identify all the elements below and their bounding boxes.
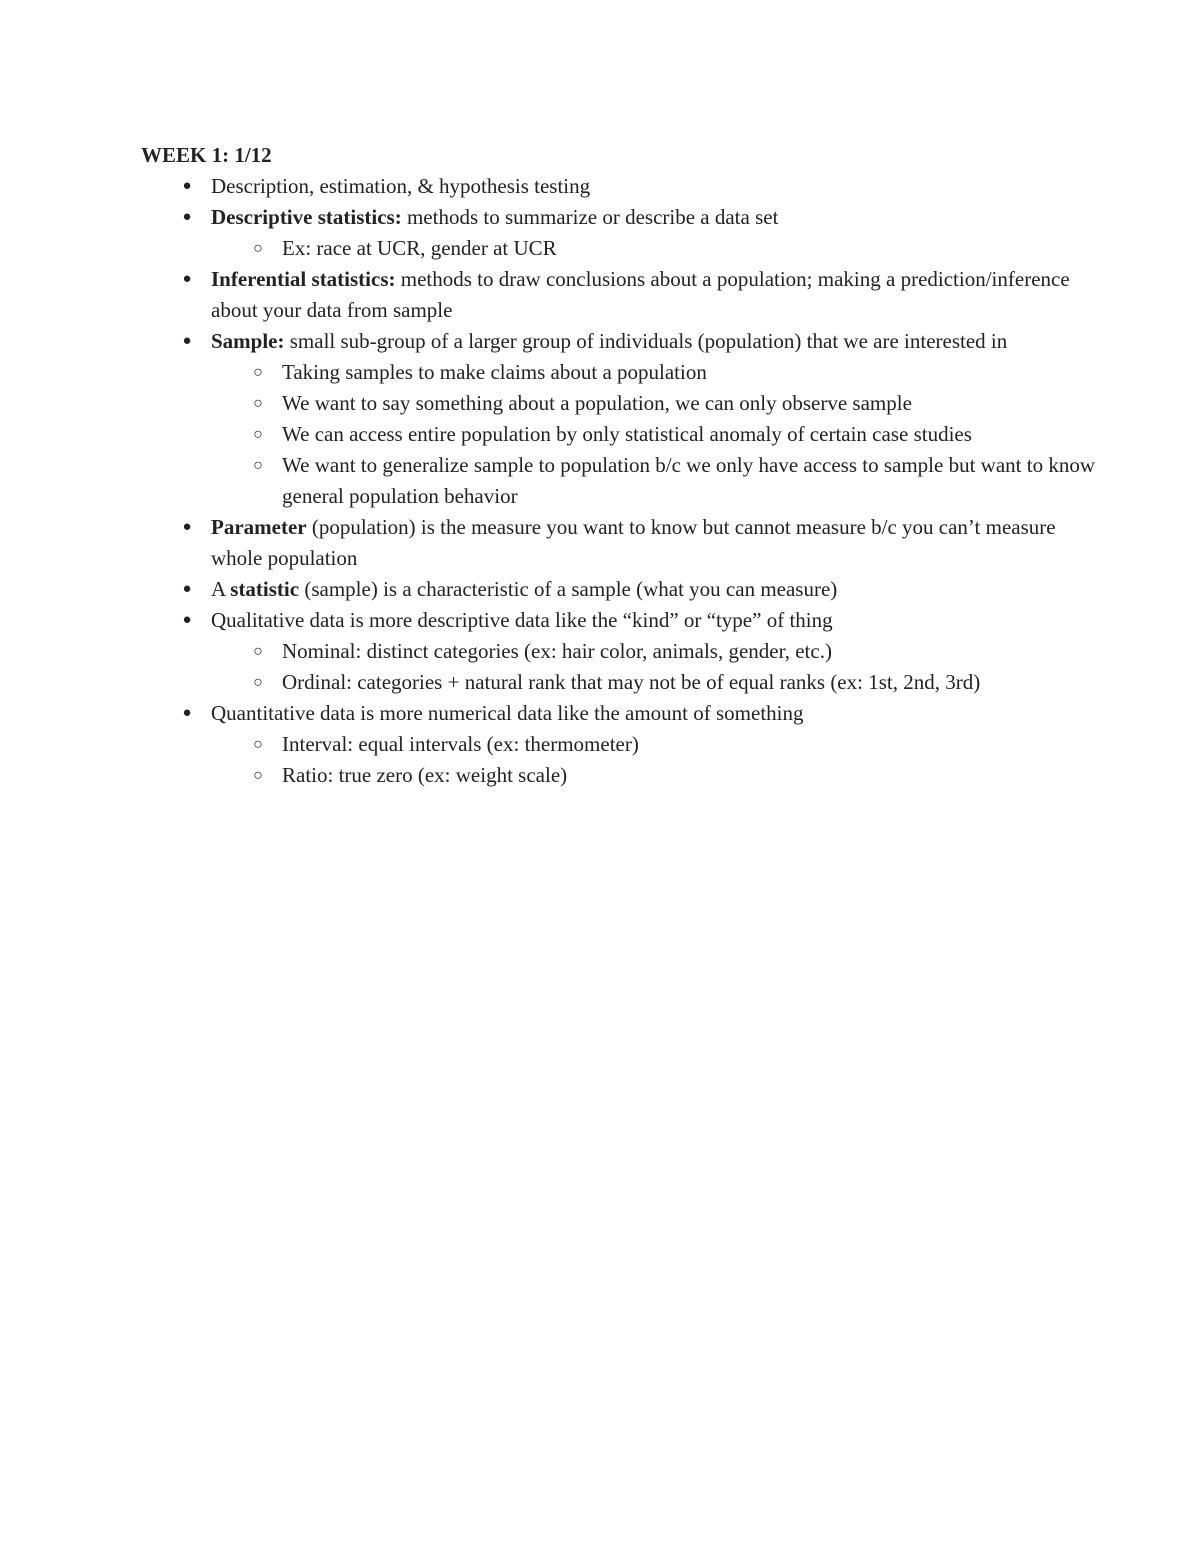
list-item [141, 264, 1101, 326]
sub-bullet-icon: ○ [253, 767, 263, 784]
bullet-icon: ● [182, 519, 192, 535]
item-text: (sample) is a characteristic of a sample (what you can measure) [299, 577, 838, 601]
sub-list [211, 636, 1101, 698]
sub-item-text: Ordinal: categories + natural rank that may not be of equal ranks (ex: 1st, 2nd, 3rd) [282, 670, 981, 694]
item-text: small sub-group of a larger group of individuals (population) that we are interested in [284, 329, 1008, 353]
sub-bullet-icon: ○ [253, 395, 263, 412]
list-item [141, 171, 1101, 202]
list-item [141, 512, 1101, 574]
sub-bullet-icon: ○ [253, 674, 263, 691]
sub-bullet-icon: ○ [253, 364, 263, 381]
sub-list-item [211, 388, 1101, 419]
sub-item-text: Nominal: distinct categories (ex: hair color, animals, gender, etc.) [282, 639, 832, 663]
bullet-icon: ● [182, 178, 192, 194]
bullet-icon: ● [182, 209, 192, 225]
sub-list-item [211, 233, 1101, 264]
sub-list [211, 233, 1101, 264]
sub-item-text: We want to generalize sample to population b/c we only have access to sample but want to know general population behavior [282, 453, 1095, 508]
list-item [141, 605, 1101, 698]
sub-list-item [211, 450, 1101, 512]
bullet-list [141, 171, 1101, 791]
item-term: Sample: [211, 329, 285, 353]
sub-bullet-icon: ○ [253, 643, 263, 660]
sub-item-text: Interval: equal intervals (ex: thermometer) [282, 732, 639, 756]
sub-item-text: Taking samples to make claims about a population [282, 360, 707, 384]
item-term: Inferential statistics: [211, 267, 396, 291]
list-item [141, 698, 1101, 791]
sub-list [211, 729, 1101, 791]
sub-list-item [211, 636, 1101, 667]
notes-content [141, 140, 1101, 791]
sub-item-text: We can access entire population by only statistical anomaly of certain case studies [282, 422, 972, 446]
list-item [141, 574, 1101, 605]
sub-bullet-icon: ○ [253, 240, 263, 257]
item-text: methods to summarize or describe a data set [401, 205, 779, 229]
item-text: Quantitative data is more numerical data like the amount of something [211, 701, 804, 725]
item-text: Qualitative data is more descriptive data like the “kind” or “type” of thing [211, 608, 833, 632]
sub-bullet-icon: ○ [253, 426, 263, 443]
sub-list-item [211, 760, 1101, 791]
sub-item-text: Ratio: true zero (ex: weight scale) [282, 763, 568, 787]
item-term: Parameter [211, 515, 307, 539]
sub-item-text: Ex: race at UCR, gender at UCR [282, 236, 557, 260]
sub-list-item [211, 357, 1101, 388]
sub-item-text: We want to say something about a population, we can only observe sample [282, 391, 912, 415]
sub-bullet-icon: ○ [253, 736, 263, 753]
list-item [141, 326, 1101, 512]
item-text: Description, estimation, & hypothesis testing [211, 174, 591, 198]
page-heading: WEEK 1: 1/12 [141, 143, 272, 167]
sub-list-item [211, 729, 1101, 760]
sub-list-item [211, 667, 1101, 698]
bullet-icon: ● [182, 612, 192, 628]
item-term: Descriptive statistics: [211, 205, 402, 229]
item-text: (population) is the measure you want to know but cannot measure b/c you can’t measure whole population [211, 515, 1056, 570]
item-term: statistic [230, 577, 300, 601]
bullet-icon: ● [182, 581, 192, 597]
bullet-icon: ● [182, 333, 192, 349]
bullet-icon: ● [182, 271, 192, 287]
item-text: methods to draw conclusions about a population; making a prediction/inference about your data from sample [211, 267, 1070, 322]
sub-list-item [211, 419, 1101, 450]
sub-bullet-icon: ○ [253, 457, 263, 474]
sub-list [211, 357, 1101, 512]
item-prefix: A [211, 577, 231, 601]
bullet-icon: ● [182, 705, 192, 721]
list-item [141, 202, 1101, 264]
